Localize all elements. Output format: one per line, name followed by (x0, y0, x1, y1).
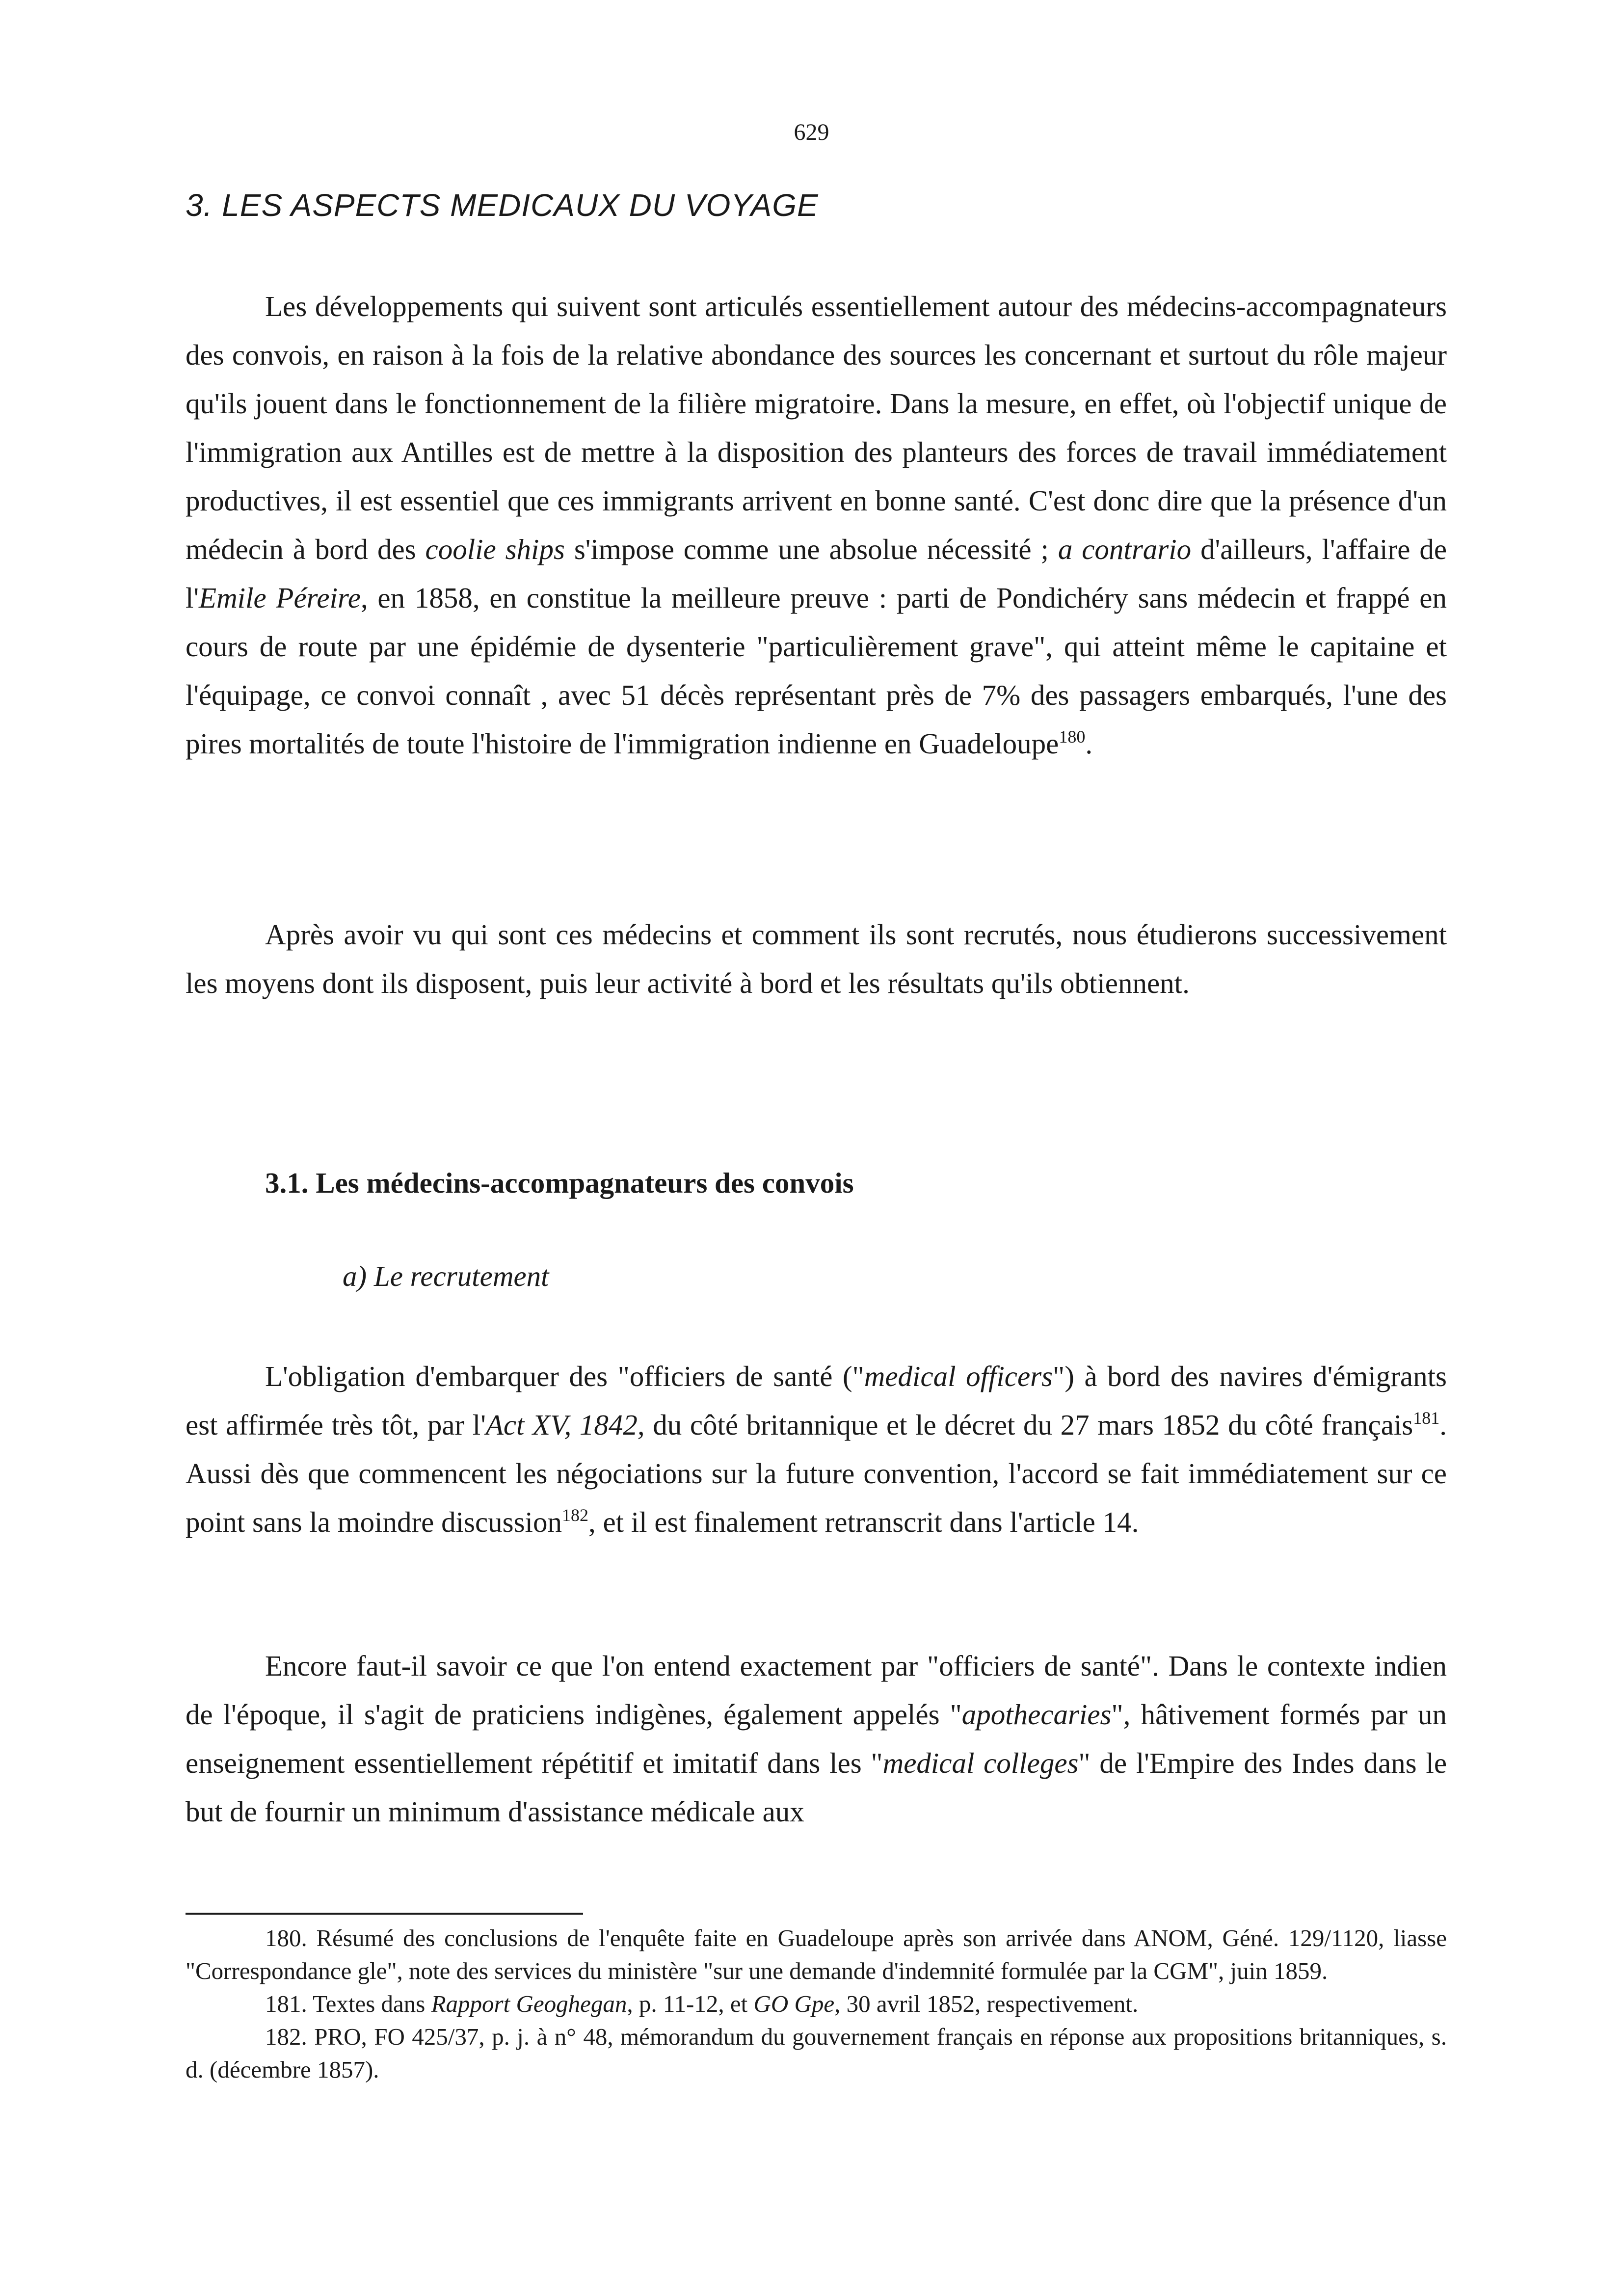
text-run: d'ailleurs, l'affaire de l' (186, 533, 1447, 614)
text-run: Les développements qui suivent sont articulés essentiellement autour des médecins-accompagnateurs des convois, en raison à la fois de la relative abondance des sources les concernant et surtout du rôle majeur qu'ils jouent dans le fonctionnement de la filière migratoire. Dans la mesure, en effet, où l'objectif unique de l'immigration aux Antilles est de mettre à la disposition des planteurs des forces de travail immédiatement productives, il est essentiel que ces immigrants arrivent en bonne santé. C'est donc dire que la présence d'un médecin à bord des (186, 290, 1447, 565)
italic-run: Emile Péreire (199, 582, 361, 614)
body-paragraph-3 (186, 1352, 1447, 1547)
footnote-ref-181[interactable]: 181 (1413, 1408, 1440, 1428)
text-run: , en 1858, en constitue la meilleure preuve : parti de Pondichéry sans médecin et frappé en cours de route par une épidémie de dysenterie "particulièrement grave", qui atteint même le capitaine et l'équipage, ce convoi connaît , avec 51 décès représentant près de 7% des passagers embarqués, l'une des pires mortalités de toute l'histoire de l'immigration indienne en Guadeloupe (186, 582, 1447, 760)
text-run: ") à bord des navires d'émigrants est affirmée très tôt, par l' (186, 1360, 1447, 1441)
text-run: L'obligation d'embarquer des "officiers de santé (" (265, 1360, 864, 1392)
text-run: . (1085, 727, 1093, 760)
text-run: 180. Résumé des conclusions de l'enquête faite en Guadeloupe après son arrivée dans ANOM, Géné. 129/1120, liasse "Correspondance gle", note des services du ministère "sur une demande d'indemnité formulée par la CGM", juin 1859. (186, 1924, 1447, 1984)
footnote-182 (186, 2020, 1447, 2086)
text-run: 181. Textes dans (265, 1990, 431, 2017)
text-run: du côté britannique et le décret du 27 mars 1852 du côté français (644, 1409, 1413, 1441)
italic-run: a contrario (1058, 533, 1192, 565)
subsection-heading: a) Le recrutement (343, 1260, 549, 1292)
footnote-181 (186, 1987, 1447, 2020)
page-number: 629 (794, 119, 829, 145)
text-run: , 30 avril 1852, respectivement. (834, 1990, 1139, 2017)
body-paragraph-1 (186, 282, 1447, 768)
italic-run: medical colleges (882, 1747, 1079, 1779)
text-run: . Aussi dès que commencent les négociations sur la future convention, l'accord se fait immédiatement sur ce point sans la moindre discussion (186, 1409, 1447, 1538)
italic-run: Rapport Geoghegan (431, 1990, 627, 2017)
body-paragraph-2 (186, 910, 1447, 1008)
text-run: , et il est finalement retranscrit dans l'article 14. (588, 1506, 1139, 1538)
italic-run: apothecaries (961, 1698, 1112, 1731)
body-paragraph-4 (186, 1642, 1447, 1836)
footnote-ref-182[interactable]: 182 (561, 1505, 588, 1525)
footnotes (186, 1922, 1447, 2086)
chapter-title: 3. LES ASPECTS MEDICAUX DU VOYAGE (186, 187, 819, 223)
italic-run: Act XV, 1842, (485, 1409, 645, 1441)
text-run: 182. PRO, FO 425/37, p. j. à n° 48, mémorandum du gouvernement français en réponse aux propositions britanniques, s. d. (décembre 1857). (186, 2023, 1447, 2083)
footnote-divider (186, 1913, 583, 1915)
section-heading: 3.1. Les médecins-accompagnateurs des convois (265, 1167, 854, 1199)
text-run: Après avoir vu qui sont ces médecins et comment ils sont recrutés, nous étudierons successivement les moyens dont ils disposent, puis leur activité à bord et les résultats qu'ils obtiennent. (186, 918, 1447, 999)
text-run: ", hâtivement formés par un enseignement essentiellement répétitif et imitatif dans les " (186, 1698, 1447, 1779)
italic-run: medical officers (864, 1360, 1053, 1392)
footnote-ref-180[interactable]: 180 (1059, 727, 1086, 747)
text-run: , p. 11-12, et (627, 1990, 754, 2017)
italic-run: coolie ships (425, 533, 565, 565)
italic-run: GO Gpe (753, 1990, 835, 2017)
text-run: s'impose comme une absolue nécessité ; (564, 533, 1058, 565)
text-run: Encore faut-il savoir ce que l'on entend exactement par "officiers de santé". Dans le contexte indien de l'époque, il s'agit de praticiens indigènes, également appelés " (186, 1650, 1447, 1731)
footnote-180 (186, 1922, 1447, 1987)
text-run: " de l'Empire des Indes dans le but de fournir un minimum d'assistance médicale aux (186, 1747, 1447, 1828)
